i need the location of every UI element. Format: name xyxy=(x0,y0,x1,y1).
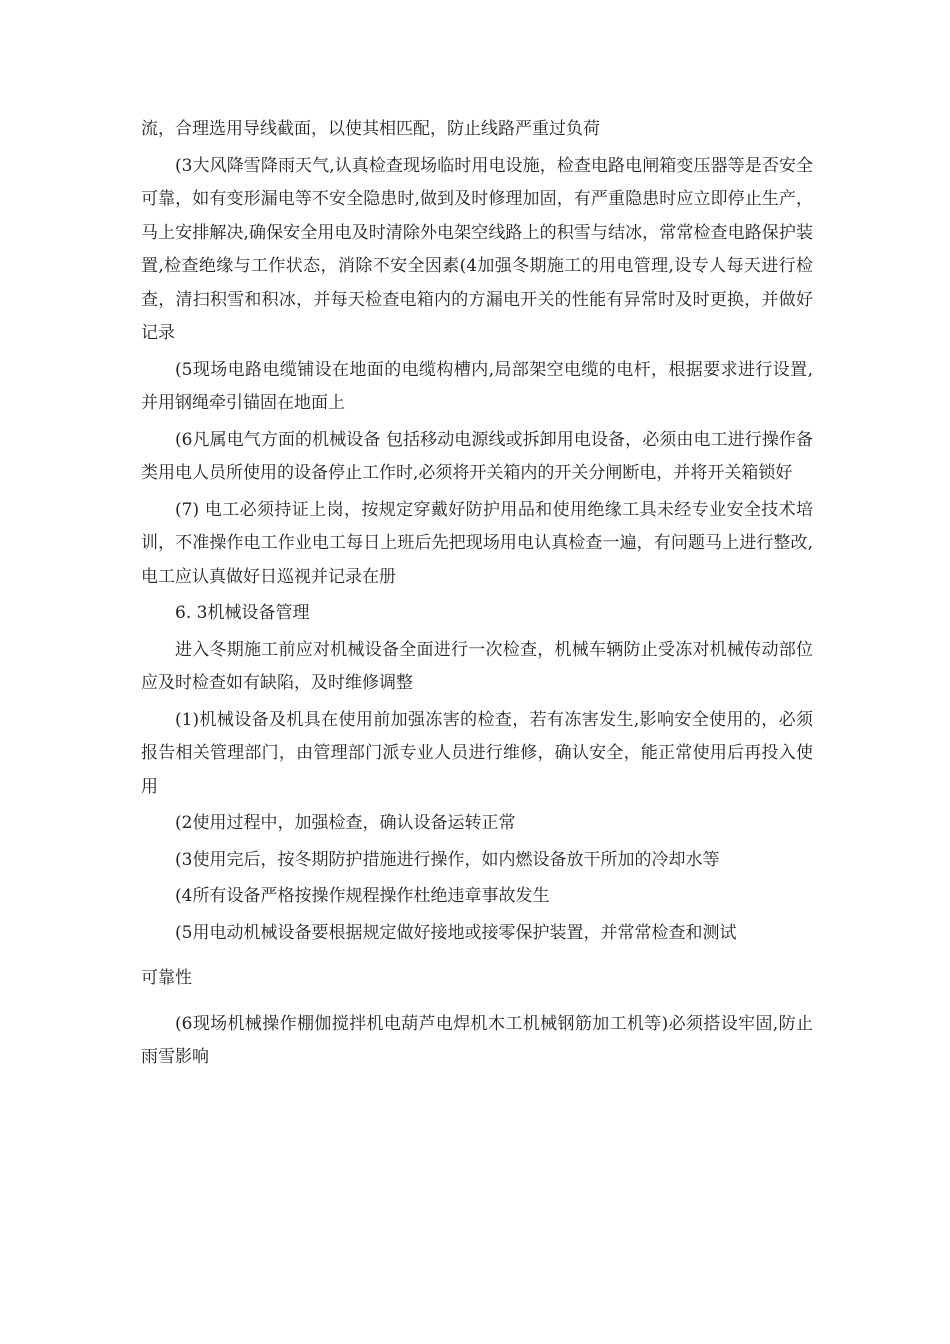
paragraph-electrical-equipment: (6凡属电气方面的机械设备 包括移动电源线或拆卸用电设备，必须由电工进行操作备类用电人员所使用的设备停止工作时,必须将开关箱内的开关分闸断电，并将开关箱锁好 xyxy=(141,429,813,483)
paragraph-item-5: (5用电动机械设备要根据规定做好接地或接零保护装置，并常常检查和测试 xyxy=(175,922,737,943)
paragraph-electrician-certification: (7) 电工必须持证上岗，按规定穿戴好防护用品和使用绝缘工具未经专业安全技术培训，不准操作电工作业电工每日上班后先把现场用电认真检查一遍，有问题马上进行整改,电工应认真做好日巡视并记录在册 xyxy=(141,499,813,587)
paragraph-item-6: (6现场机械操作棚伽搅拌机电葫芦电焊机木工机械钢筋加工机等)必须搭设牢固,防止雨雪影响 xyxy=(141,1013,813,1067)
paragraph-weather-inspection: (3大风降雪降雨天气,认真检查现场临时用电设施，检查电路电闸箱变压器等是否安全可靠，如有变形漏电等不安全隐患时,做到及时修理加固，有严重隐患时应立即停止生产，马上安排解决,确保安全用电及时清除外电架空线路上的积雪与结冰，常常检查电路保护装置,检查绝缘与工作状态，消除不安全因素(4加强冬期施工的用电管理,设专人每天进行检查，清扫积雪和积冰，并每天检查电箱内的方漏电开关的性能有异常时及时更换，并做好记录 xyxy=(141,155,813,343)
paragraph-machinery-inspection: 进入冬期施工前应对机械设备全面进行一次检查，机械车辆防止受冻对机械传动部位应及时检查如有缺陷，及时维修调整 xyxy=(141,639,813,693)
paragraph-item-2: (2使用过程中，加强检查，确认设备运转正常 xyxy=(175,813,516,833)
document-body xyxy=(141,113,813,1075)
paragraph-item-3: (3使用完后，按冬期防护措施进行操作，如内燃设备放干所加的冷却水等 xyxy=(175,849,720,870)
paragraph-line-overload: 流，合理选用导线截面，以使其相匹配，防止线路严重过负荷 xyxy=(141,119,600,139)
paragraph-item-4: (4所有设备严格按操作规程操作杜绝违章事故发生 xyxy=(175,886,550,906)
paragraph-item-5-continued: 可靠性 xyxy=(141,968,192,988)
section-heading-machinery: 6. 3机械设备管理 xyxy=(175,603,310,623)
paragraph-item-1: (1)机械设备及机具在使用前加强冻害的检查，若有冻害发生,影响安全使用的，必须报告相关管理部门，由管理部门派专业人员进行维修，确认安全，能正常使用后再投入使用 xyxy=(141,709,813,797)
paragraph-cable-laying: (5现场电路电缆铺设在地面的电缆构槽内,局部架空电缆的电杆，根据要求进行设置,并用钢绳牵引锚固在地面上 xyxy=(141,359,813,413)
